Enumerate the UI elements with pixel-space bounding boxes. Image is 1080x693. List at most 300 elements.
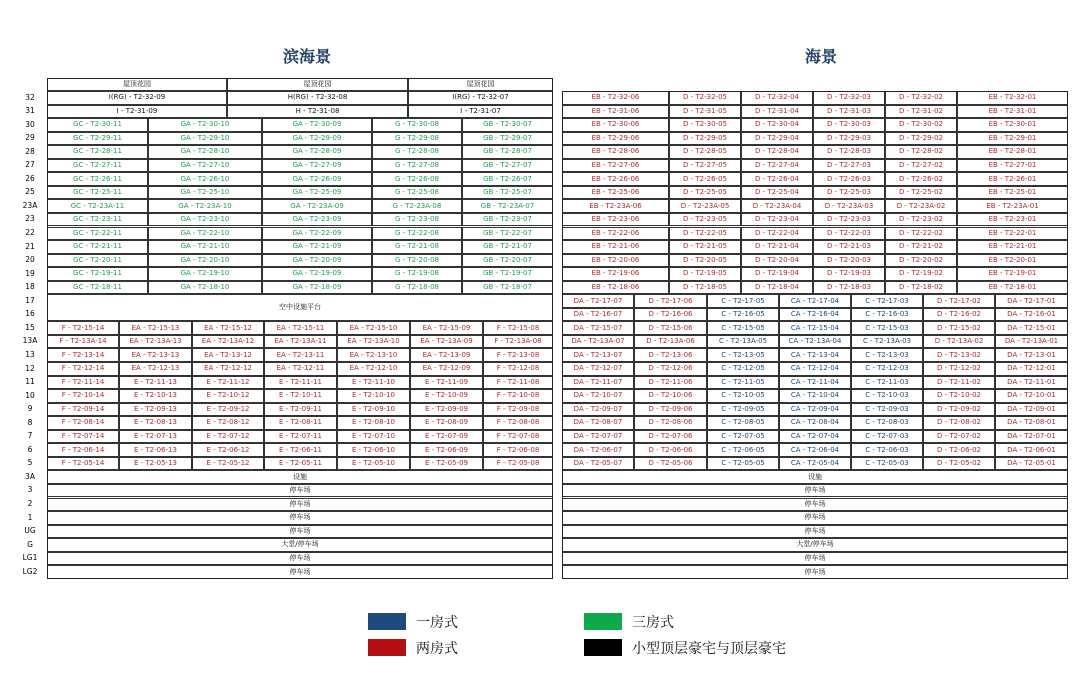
unit-cell: D - T2-22-04 xyxy=(741,227,813,241)
unit-cell: DA - T2-16-07 xyxy=(562,308,634,322)
unit-cell: GA - T2-18-09 xyxy=(262,281,372,295)
unit-cell: D - T2-13A-06 xyxy=(634,335,707,349)
unit-cell: E - T2-09-13 xyxy=(119,403,192,417)
unit-cell: D - T2-26-03 xyxy=(813,172,885,186)
unit-cell: D - T2-20-05 xyxy=(669,254,741,268)
floor-label: UG xyxy=(24,526,36,536)
unit-cell: C - T2-12-05 xyxy=(707,362,779,376)
unit-cell: D - T2-26-02 xyxy=(885,172,957,186)
unit-cell: F - T2-15-14 xyxy=(47,321,119,335)
podium-cell: 设施 xyxy=(47,470,553,484)
unit-cell: EA - T2-12-13 xyxy=(119,362,192,376)
unit-cell: E - T2-10-09 xyxy=(410,389,483,403)
unit-cell: GA - T2-28-10 xyxy=(148,145,262,159)
unit-cell: GC - T2-25-11 xyxy=(47,186,148,200)
unit-cell: E - T2-05-10 xyxy=(337,457,410,471)
unit-cell: D - T2-21-02 xyxy=(885,240,957,254)
unit-cell: DA - T2-17-01 xyxy=(995,294,1068,308)
unit-cell: D - T2-23-03 xyxy=(813,213,885,227)
legend-swatch xyxy=(584,639,622,656)
unit-cell: GA - T2-26-10 xyxy=(148,172,262,186)
unit-cell: EB - T2-32-06 xyxy=(562,91,669,105)
unit-cell: D - T2-22-02 xyxy=(885,227,957,241)
legend-label: 小型顶层豪宅与顶层豪宅 xyxy=(632,641,786,657)
unit-cell: EA - T2-12-12 xyxy=(192,362,264,376)
unit-cell: E - T2-07-12 xyxy=(192,430,264,444)
unit-cell: C - T2-05-03 xyxy=(851,457,923,471)
unit-cell: F - T2-08-14 xyxy=(47,416,119,430)
unit-cell: D - T2-18-02 xyxy=(885,281,957,295)
unit-cell: DA - T2-09-07 xyxy=(562,403,634,417)
unit-cell: E - T2-09-10 xyxy=(337,403,410,417)
unit-cell: DA - T2-08-07 xyxy=(562,416,634,430)
unit-cell: GA - T2-27-09 xyxy=(262,159,372,173)
unit-cell: EB - T2-23-06 xyxy=(562,213,669,227)
unit-cell: C - T2-08-05 xyxy=(707,416,779,430)
unit-cell: EB - T2-32-01 xyxy=(957,91,1068,105)
unit-cell: C - T2-06-03 xyxy=(851,443,923,457)
unit-cell: GB - T2-28-07 xyxy=(462,145,553,159)
unit-cell: E - T2-09-09 xyxy=(410,403,483,417)
unit-cell: C - T2-09-05 xyxy=(707,403,779,417)
unit-cell: H(RG) - T2-32-08 xyxy=(227,91,408,105)
unit-cell: D - T2-29-05 xyxy=(669,132,741,146)
unit-cell: GC - T2-19-11 xyxy=(47,267,148,281)
unit-cell: EB - T2-27-06 xyxy=(562,159,669,173)
title-right: 海景 xyxy=(805,47,838,66)
unit-cell: D - T2-25-04 xyxy=(741,186,813,200)
unit-cell: G - T2-25-08 xyxy=(372,186,462,200)
floor-label: 10 xyxy=(25,390,35,400)
unit-cell: D - T2-11-06 xyxy=(634,376,707,390)
unit-cell: GC - T2-26-11 xyxy=(47,172,148,186)
unit-cell: D - T2-21-04 xyxy=(741,240,813,254)
floor-label: 22 xyxy=(25,228,35,237)
unit-cell: EB - T2-31-06 xyxy=(562,105,669,119)
floor-label: 19 xyxy=(25,268,35,278)
unit-cell: D - T2-31-04 xyxy=(741,105,813,119)
floor-label: 31 xyxy=(25,106,35,116)
unit-cell: DA - T2-11-07 xyxy=(562,376,634,390)
unit-cell: C - T2-07-03 xyxy=(851,430,923,444)
unit-cell: C - T2-10-03 xyxy=(851,389,923,403)
unit-cell: CA - T2-17-04 xyxy=(779,294,851,308)
unit-cell: C - T2-13A-03 xyxy=(851,335,923,349)
unit-cell: E - T2-11-09 xyxy=(410,376,483,390)
unit-cell: DA - T2-09-01 xyxy=(995,403,1068,417)
unit-cell: EA - T2-13A-09 xyxy=(410,335,483,349)
unit-cell: E - T2-11-11 xyxy=(264,376,337,390)
legend-label: 三房式 xyxy=(632,615,674,631)
podium-cell: 大堂/停车场 xyxy=(47,538,553,552)
unit-cell: D - T2-30-02 xyxy=(885,118,957,132)
unit-cell: D - T2-23A-03 xyxy=(813,199,885,213)
unit-cell: D - T2-23A-04 xyxy=(741,199,813,213)
unit-cell: E - T2-09-12 xyxy=(192,403,264,417)
floor-label: 9 xyxy=(27,404,33,414)
unit-cell: EA - T2-12-10 xyxy=(337,362,410,376)
unit-cell: D - T2-08-06 xyxy=(634,416,707,430)
unit-cell: DA - T2-15-07 xyxy=(562,321,634,335)
unit-cell: DA - T2-13A-07 xyxy=(562,335,634,349)
title-left: 滨海景 xyxy=(283,47,332,66)
unit-cell: C - T2-15-03 xyxy=(851,321,923,335)
unit-cell: GC - T2-23A-11 xyxy=(47,199,148,213)
unit-cell: D - T2-19-02 xyxy=(885,267,957,281)
unit-cell: EB - T2-25-01 xyxy=(957,186,1068,200)
unit-cell: EA - T2-12-09 xyxy=(410,362,483,376)
unit-cell: EB - T2-23A-06 xyxy=(562,199,669,213)
unit-cell: GB - T2-21-07 xyxy=(462,240,553,254)
unit-cell: GB - T2-20-07 xyxy=(462,254,553,268)
unit-cell: D - T2-32-05 xyxy=(669,91,741,105)
floor-label: 18 xyxy=(25,282,35,292)
unit-cell: GA - T2-21-09 xyxy=(262,240,372,254)
unit-cell: D - T2-23A-02 xyxy=(885,199,957,213)
unit-cell: CA - T2-15-04 xyxy=(779,321,851,335)
unit-cell: EB - T2-19-01 xyxy=(957,267,1068,281)
legend-swatch xyxy=(368,639,406,656)
unit-cell: GA - T2-28-09 xyxy=(262,145,372,159)
unit-cell: D - T2-25-03 xyxy=(813,186,885,200)
unit-cell: D - T2-07-06 xyxy=(634,430,707,444)
podium-cell: 停车场 xyxy=(562,484,1068,498)
unit-cell: EB - T2-28-06 xyxy=(562,145,669,159)
unit-cell: E - T2-05-09 xyxy=(410,457,483,471)
unit-cell: D - T2-06-02 xyxy=(923,443,995,457)
unit-cell: D - T2-30-04 xyxy=(741,118,813,132)
unit-cell: I(RG) - T2-32-07 xyxy=(408,91,553,105)
unit-cell: EA - T2-13-09 xyxy=(410,348,483,362)
unit-cell: F - T2-08-08 xyxy=(483,416,553,430)
floor-label: LG2 xyxy=(22,566,38,576)
unit-cell: DA - T2-12-07 xyxy=(562,362,634,376)
unit-cell: DA - T2-10-07 xyxy=(562,389,634,403)
unit-cell: D - T2-32-02 xyxy=(885,91,957,105)
unit-cell: GB - T2-23-07 xyxy=(462,213,553,227)
unit-cell: DA - T2-05-07 xyxy=(562,457,634,471)
unit-cell: EA - T2-15-12 xyxy=(192,321,264,335)
unit-cell: CA - T2-05-04 xyxy=(779,457,851,471)
unit-cell: G - T2-21-08 xyxy=(372,240,462,254)
unit-cell: DA - T2-05-01 xyxy=(995,457,1068,471)
unit-cell: D - T2-22-05 xyxy=(669,227,741,241)
unit-cell: CA - T2-09-04 xyxy=(779,403,851,417)
unit-cell: G - T2-30-08 xyxy=(372,118,462,132)
unit-cell: DA - T2-17-07 xyxy=(562,294,634,308)
unit-cell: E - T2-11-13 xyxy=(119,376,192,390)
floor-label: 2 xyxy=(27,499,33,508)
unit-cell: EB - T2-28-01 xyxy=(957,145,1068,159)
unit-cell: D - T2-30-05 xyxy=(669,118,741,132)
unit-cell: GA - T2-27-10 xyxy=(148,159,262,173)
unit-cell: C - T2-11-03 xyxy=(851,376,923,390)
unit-cell: C - T2-06-05 xyxy=(707,443,779,457)
unit-cell: F - T2-13-14 xyxy=(47,348,119,362)
legend-label: 两房式 xyxy=(416,641,458,657)
floor-label: 32 xyxy=(25,92,35,102)
unit-cell: CA - T2-07-04 xyxy=(779,430,851,444)
unit-cell: D - T2-23A-05 xyxy=(669,199,741,213)
legend-swatch xyxy=(584,613,622,630)
unit-cell: D - T2-26-04 xyxy=(741,172,813,186)
unit-cell: E - T2-08-13 xyxy=(119,416,192,430)
unit-cell: C - T2-11-05 xyxy=(707,376,779,390)
unit-cell: F - T2-05-14 xyxy=(47,457,119,471)
unit-cell: GB - T2-19-07 xyxy=(462,267,553,281)
unit-cell: EA - T2-13A-11 xyxy=(264,335,337,349)
unit-cell: E - T2-05-13 xyxy=(119,457,192,471)
unit-cell: D - T2-31-05 xyxy=(669,105,741,119)
unit-cell: GA - T2-29-09 xyxy=(262,132,372,146)
unit-cell: DA - T2-10-01 xyxy=(995,389,1068,403)
unit-cell: C - T2-13A-05 xyxy=(707,335,779,349)
unit-cell: GA - T2-22-10 xyxy=(148,227,262,241)
unit-cell: D - T2-28-04 xyxy=(741,145,813,159)
unit-cell: D - T2-31-03 xyxy=(813,105,885,119)
unit-cell: GA - T2-25-10 xyxy=(148,186,262,200)
unit-cell: D - T2-12-02 xyxy=(923,362,995,376)
unit-cell: D - T2-18-03 xyxy=(813,281,885,295)
unit-cell: G - T2-18-08 xyxy=(372,281,462,295)
unit-cell: D - T2-23-05 xyxy=(669,213,741,227)
legend-label: 一房式 xyxy=(416,615,458,631)
unit-cell: D - T2-05-02 xyxy=(923,457,995,471)
unit-cell: D - T2-16-02 xyxy=(923,308,995,322)
unit-cell: GC - T2-21-11 xyxy=(47,240,148,254)
unit-cell: D - T2-17-02 xyxy=(923,294,995,308)
podium-cell: 停车场 xyxy=(47,498,553,512)
unit-cell: EB - T2-19-06 xyxy=(562,267,669,281)
unit-cell: DA - T2-07-01 xyxy=(995,430,1068,444)
unit-cell: EB - T2-21-06 xyxy=(562,240,669,254)
unit-cell: GA - T2-20-10 xyxy=(148,254,262,268)
floor-label: 3 xyxy=(27,485,33,495)
unit-cell: GA - T2-20-09 xyxy=(262,254,372,268)
unit-cell: GC - T2-29-11 xyxy=(47,132,148,146)
unit-cell: F - T2-07-14 xyxy=(47,430,119,444)
unit-cell: F - T2-11-08 xyxy=(483,376,553,390)
unit-cell: DA - T2-13-01 xyxy=(995,348,1068,362)
unit-cell: E - T2-07-09 xyxy=(410,430,483,444)
unit-cell: D - T2-27-05 xyxy=(669,159,741,173)
unit-cell: GC - T2-27-11 xyxy=(47,159,148,173)
unit-cell: EA - T2-15-13 xyxy=(119,321,192,335)
unit-cell: D - T2-18-05 xyxy=(669,281,741,295)
floor-label: 13 xyxy=(25,349,35,359)
floor-label: 15 xyxy=(25,322,35,332)
podium-cell: 大堂/停车场 xyxy=(562,538,1068,552)
unit-cell: CA - T2-06-04 xyxy=(779,443,851,457)
unit-cell: D - T2-12-06 xyxy=(634,362,707,376)
unit-cell: CA - T2-16-04 xyxy=(779,308,851,322)
legend-swatch xyxy=(368,613,406,630)
unit-cell: C - T2-16-03 xyxy=(851,308,923,322)
unit-cell: D - T2-27-04 xyxy=(741,159,813,173)
unit-cell: GB - T2-30-07 xyxy=(462,118,553,132)
unit-cell: CA - T2-13-04 xyxy=(779,348,851,362)
unit-cell: GA - T2-23A-09 xyxy=(262,199,372,213)
unit-cell: D - T2-25-02 xyxy=(885,186,957,200)
unit-cell: D - T2-29-04 xyxy=(741,132,813,146)
unit-cell: G - T2-23A-08 xyxy=(372,199,462,213)
unit-cell: CA - T2-11-04 xyxy=(779,376,851,390)
unit-cell: F - T2-09-08 xyxy=(483,403,553,417)
floor-label: 23 xyxy=(25,214,35,224)
unit-cell: G - T2-23-08 xyxy=(372,213,462,227)
sky-facility-cell: 空中设施平台 xyxy=(47,294,553,321)
floor-label: 13A xyxy=(22,336,38,346)
unit-cell: F - T2-07-08 xyxy=(483,430,553,444)
unit-cell: D - T2-28-02 xyxy=(885,145,957,159)
unit-cell: DA - T2-15-01 xyxy=(995,321,1068,335)
floor-label: LG1 xyxy=(22,553,38,563)
podium-cell: 停车场 xyxy=(47,552,553,566)
unit-cell: F - T2-09-14 xyxy=(47,403,119,417)
podium-cell: 停车场 xyxy=(562,565,1068,579)
unit-cell: D - T2-29-02 xyxy=(885,132,957,146)
unit-cell: DA - T2-12-01 xyxy=(995,362,1068,376)
unit-cell: D - T2-32-03 xyxy=(813,91,885,105)
unit-cell: C - T2-09-03 xyxy=(851,403,923,417)
unit-cell: F - T2-13A-14 xyxy=(47,335,119,349)
unit-cell: GA - T2-21-10 xyxy=(148,240,262,254)
unit-cell: D - T2-13A-02 xyxy=(923,335,995,349)
unit-cell: C - T2-13-03 xyxy=(851,348,923,362)
unit-cell: D - T2-21-03 xyxy=(813,240,885,254)
unit-cell: E - T2-07-11 xyxy=(264,430,337,444)
unit-cell: DA - T2-06-01 xyxy=(995,443,1068,457)
unit-cell: F - T2-13-08 xyxy=(483,348,553,362)
unit-cell: D - T2-30-03 xyxy=(813,118,885,132)
unit-cell: D - T2-11-02 xyxy=(923,376,995,390)
floor-label: 16 xyxy=(25,309,35,319)
unit-cell: D - T2-19-03 xyxy=(813,267,885,281)
unit-cell: D - T2-31-02 xyxy=(885,105,957,119)
unit-cell: GC - T2-20-11 xyxy=(47,254,148,268)
podium-cell: 停车场 xyxy=(562,511,1068,525)
unit-cell: E - T2-08-11 xyxy=(264,416,337,430)
unit-cell: C - T2-05-05 xyxy=(707,457,779,471)
unit-cell: D - T2-27-03 xyxy=(813,159,885,173)
unit-cell: GB - T2-29-07 xyxy=(462,132,553,146)
unit-cell: D - T2-06-06 xyxy=(634,443,707,457)
unit-cell: EB - T2-31-01 xyxy=(957,105,1068,119)
unit-cell: D - T2-19-04 xyxy=(741,267,813,281)
floor-label: 23A xyxy=(22,200,38,210)
unit-cell: E - T2-06-10 xyxy=(337,443,410,457)
unit-cell: GA - T2-23-09 xyxy=(262,213,372,227)
unit-cell: D - T2-20-02 xyxy=(885,254,957,268)
unit-cell: D - T2-15-02 xyxy=(923,321,995,335)
unit-cell: CA - T2-13A-04 xyxy=(779,335,851,349)
floor-label: G xyxy=(27,539,33,549)
unit-cell: GC - T2-22-11 xyxy=(47,227,148,241)
unit-cell: D - T2-13-06 xyxy=(634,348,707,362)
unit-cell: F - T2-13A-08 xyxy=(483,335,553,349)
unit-cell: CA - T2-08-04 xyxy=(779,416,851,430)
floor-label: 1 xyxy=(27,512,33,522)
unit-cell: 屋顶花园 xyxy=(47,78,227,91)
floor-label: 27 xyxy=(25,160,35,170)
unit-cell: E - T2-09-11 xyxy=(264,403,337,417)
unit-cell: EB - T2-22-01 xyxy=(957,227,1068,241)
floor-label: 29 xyxy=(25,133,35,143)
unit-cell: G - T2-22-08 xyxy=(372,227,462,241)
unit-cell: GB - T2-25-07 xyxy=(462,186,553,200)
unit-cell: CA - T2-10-04 xyxy=(779,389,851,403)
unit-cell: F - T2-12-08 xyxy=(483,362,553,376)
unit-cell: E - T2-11-10 xyxy=(337,376,410,390)
unit-cell: EA - T2-13A-10 xyxy=(337,335,410,349)
unit-cell: G - T2-20-08 xyxy=(372,254,462,268)
unit-cell: E - T2-06-13 xyxy=(119,443,192,457)
unit-cell: EB - T2-30-01 xyxy=(957,118,1068,132)
unit-cell: E - T2-06-09 xyxy=(410,443,483,457)
unit-cell: D - T2-29-03 xyxy=(813,132,885,146)
unit-cell: EB - T2-22-06 xyxy=(562,227,669,241)
unit-cell: F - T2-05-08 xyxy=(483,457,553,471)
unit-cell: GB - T2-27-07 xyxy=(462,159,553,173)
unit-cell: G - T2-26-08 xyxy=(372,172,462,186)
unit-cell: D - T2-28-03 xyxy=(813,145,885,159)
unit-cell: E - T2-06-11 xyxy=(264,443,337,457)
unit-cell: EB - T2-18-06 xyxy=(562,281,669,295)
floor-label: 17 xyxy=(25,295,35,305)
unit-cell: EA - T2-15-10 xyxy=(337,321,410,335)
unit-cell: E - T2-08-12 xyxy=(192,416,264,430)
podium-cell: 停车场 xyxy=(47,565,553,579)
unit-cell: D - T2-13-02 xyxy=(923,348,995,362)
unit-cell: GB - T2-23A-07 xyxy=(462,199,553,213)
unit-cell: I(RG) - T2-32-09 xyxy=(47,91,227,105)
unit-cell: D - T2-16-06 xyxy=(634,308,707,322)
unit-cell: EA - T2-13A-12 xyxy=(192,335,264,349)
unit-cell: EB - T2-18-01 xyxy=(957,281,1068,295)
unit-cell: EA - T2-15-09 xyxy=(410,321,483,335)
unit-cell: F - T2-10-08 xyxy=(483,389,553,403)
unit-cell: I - T2-31-07 xyxy=(408,105,553,119)
unit-cell: EB - T2-20-01 xyxy=(957,254,1068,268)
unit-cell: EA - T2-13A-13 xyxy=(119,335,192,349)
floor-label: 25 xyxy=(25,187,35,197)
unit-cell: C - T2-07-05 xyxy=(707,430,779,444)
unit-cell: D - T2-22-03 xyxy=(813,227,885,241)
unit-cell: D - T2-23-04 xyxy=(741,213,813,227)
unit-cell: D - T2-26-05 xyxy=(669,172,741,186)
unit-cell: D - T2-18-04 xyxy=(741,281,813,295)
unit-cell: D - T2-15-06 xyxy=(634,321,707,335)
floor-label: 26 xyxy=(25,173,35,183)
unit-cell: G - T2-27-08 xyxy=(372,159,462,173)
unit-cell: G - T2-28-08 xyxy=(372,145,462,159)
unit-cell: D - T2-09-02 xyxy=(923,403,995,417)
unit-cell: GA - T2-25-09 xyxy=(262,186,372,200)
unit-cell: DA - T2-13A-01 xyxy=(995,335,1068,349)
unit-cell: DA - T2-07-07 xyxy=(562,430,634,444)
unit-cell: D - T2-20-03 xyxy=(813,254,885,268)
unit-cell: GA - T2-23A-10 xyxy=(148,199,262,213)
unit-cell: D - T2-21-05 xyxy=(669,240,741,254)
unit-cell: GA - T2-23-10 xyxy=(148,213,262,227)
floor-label: 11 xyxy=(25,377,35,387)
unit-cell: EB - T2-20-06 xyxy=(562,254,669,268)
floor-label: 12 xyxy=(25,363,35,373)
unit-cell: GA - T2-19-10 xyxy=(148,267,262,281)
unit-cell: C - T2-12-03 xyxy=(851,362,923,376)
unit-cell: C - T2-10-05 xyxy=(707,389,779,403)
unit-cell: GC - T2-28-11 xyxy=(47,145,148,159)
